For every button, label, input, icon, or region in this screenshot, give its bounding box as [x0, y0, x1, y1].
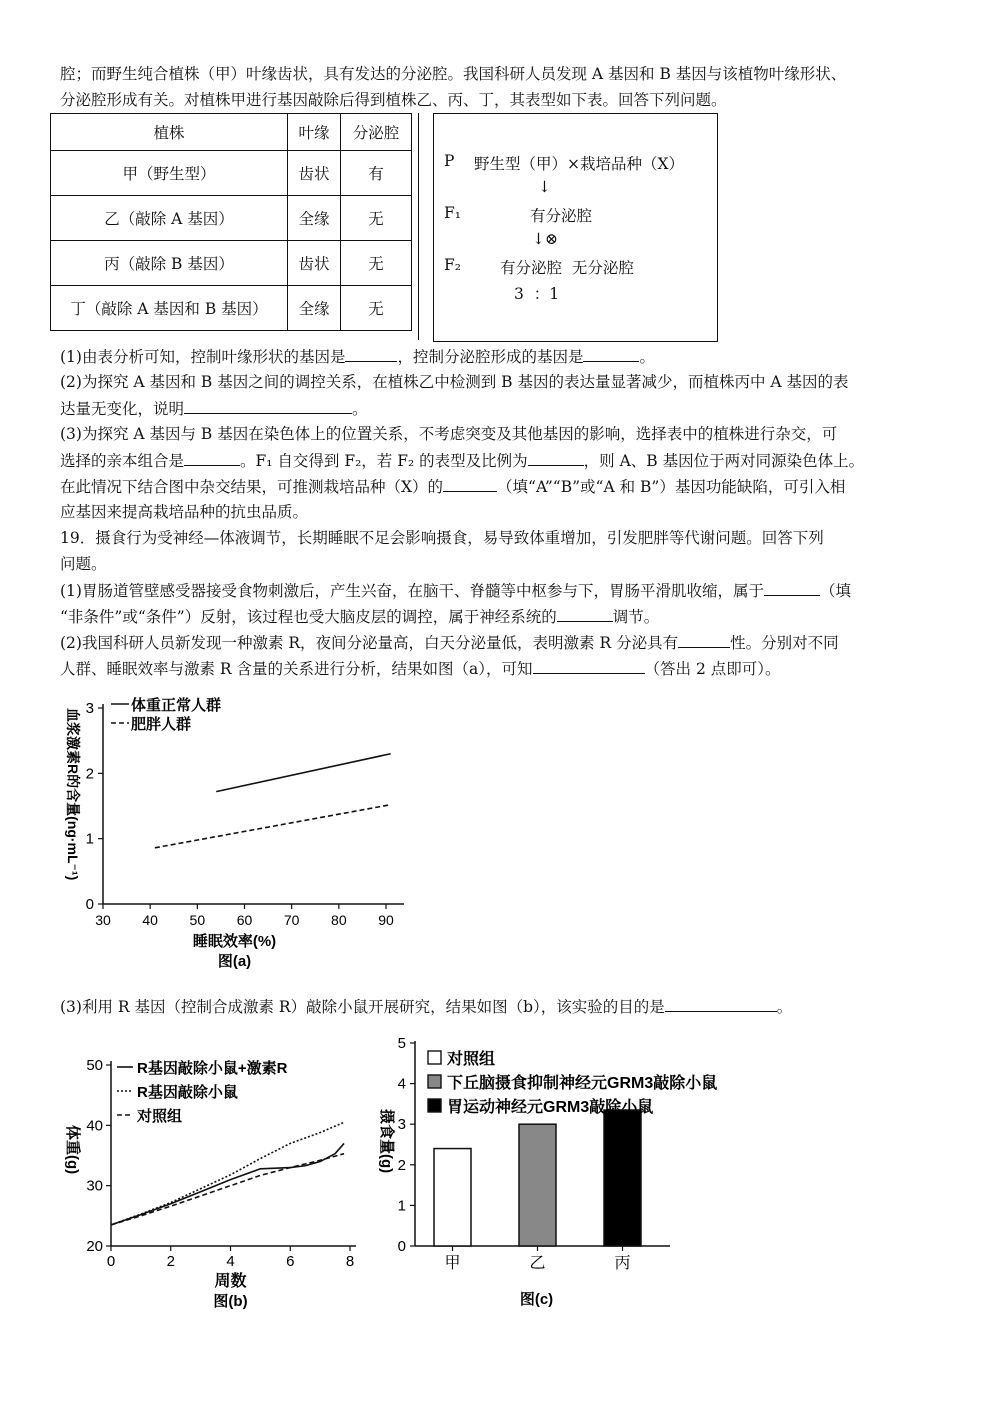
q-text: 性。分别对不同 — [730, 634, 839, 652]
x-tick-label: 2 — [166, 1253, 175, 1270]
legend-label: 对照组 — [447, 1051, 496, 1068]
x-tick-label: 4 — [226, 1253, 235, 1270]
y-tick-label: 2 — [397, 1156, 406, 1174]
q18-part1 — [60, 346, 655, 367]
x-tick-label: 6 — [286, 1253, 295, 1270]
table-cell: 无 — [341, 286, 412, 331]
q-text: 选择的亲本组合是 — [60, 452, 185, 470]
table-cell: 甲（野生型） — [51, 151, 288, 196]
x-tick-label: 40 — [142, 912, 158, 928]
q-text: 调节。 — [612, 608, 660, 626]
q18-part2-line1: (2)为探究 A 基因和 B 基因之间的调控关系，在植株乙中检测到 B 基因的表达量显著减少，而植株丙中 A 基因的表 — [60, 373, 849, 391]
x-tick-label: 50 — [189, 912, 206, 928]
y-tick-label: 4 — [397, 1075, 406, 1093]
cross-diagram — [433, 113, 718, 342]
f2-text: 有分泌腔 无分泌腔 — [500, 259, 634, 277]
x-tick-label: 30 — [95, 912, 111, 928]
q-text: （填“A”“B”或“A 和 B”）基因功能缺陷，可引入相 — [497, 478, 846, 496]
q19-line2: 问题。 — [60, 555, 107, 573]
chart-b — [56, 1030, 386, 1320]
x-tick-label: 90 — [378, 912, 394, 928]
table-header: 分泌腔 — [341, 114, 412, 151]
q19-part3 — [60, 996, 792, 1017]
legend-label: 体重正常人群 — [131, 697, 222, 714]
table-cell: 无 — [341, 241, 412, 286]
y-tick-label: 1 — [397, 1197, 406, 1215]
table-cell: 齿状 — [288, 151, 341, 196]
chart-a — [56, 690, 476, 990]
series-line — [155, 805, 391, 848]
x-tick-label: 80 — [331, 912, 347, 928]
q18-part3-line2 — [60, 450, 864, 471]
chart-c — [370, 1030, 790, 1320]
q-text: (1)由表分析可知，控制叶缘形状的基因是 — [60, 348, 346, 366]
table-cell: 无 — [341, 196, 412, 241]
y-axis-label: 体重(g) — [64, 1125, 81, 1175]
bar — [604, 1110, 641, 1246]
legend-swatch — [428, 1075, 441, 1088]
answer-blank[interactable] — [443, 476, 497, 492]
series-line — [216, 754, 391, 792]
chart-caption: 图(a) — [217, 953, 252, 970]
legend-label: 对照组 — [137, 1108, 183, 1125]
x-tick-label: 8 — [345, 1253, 355, 1270]
q-text: “非条件”或“条件”）反射，该过程也受大脑皮层的调控，属于神经系统的 — [60, 608, 557, 626]
legend-label: 肥胖人群 — [131, 716, 192, 733]
q-text: (1)胃肠道管壁感受器接受食物刺激后，产生兴奋，在脑干、脊髓等中枢参与下，胃肠平滑肌收缩，属于 — [60, 582, 764, 600]
q18-part3-line1: (3)为探究 A 基因与 B 基因在染色体上的位置关系，不考虑突变及其他基因的影响，选择表中的植株进行杂交，可 — [60, 425, 838, 443]
table-cell: 乙（敲除 A 基因） — [51, 196, 288, 241]
q-text: (3)利用 R 基因（控制合成激素 R）敲除小鼠开展研究，结果如图（b），该实验的目的是 — [60, 998, 665, 1016]
y-axis-label: 血浆激素R的含量(ng·mL⁻¹) — [65, 708, 81, 881]
x-axis-label: 睡眠效率(%) — [192, 933, 277, 950]
q-text: 。F₁ 自交得到 F₂，若 F₂ 的表型及比例为 — [240, 452, 528, 470]
y-tick-label: 20 — [86, 1238, 103, 1255]
q19-part1-line1 — [60, 580, 851, 601]
table-header: 叶缘 — [288, 114, 341, 151]
legend-label: 下丘脑摄食抑制神经元GRM3敲除小鼠 — [447, 1075, 718, 1092]
table-row — [51, 196, 412, 241]
q-text: ，控制分泌腔形成的基因是 — [397, 348, 584, 366]
f1-label: F₁ — [444, 204, 461, 222]
p-label: P — [444, 152, 455, 170]
answer-blank[interactable] — [583, 346, 639, 362]
legend-label: R基因敲除小鼠+激素R — [137, 1060, 288, 1077]
legend-swatch — [428, 1099, 441, 1112]
x-axis-label: 周数 — [214, 1273, 247, 1290]
chart-caption: 图(b) — [213, 1293, 248, 1310]
q19-part2-line2 — [60, 658, 781, 679]
q-text: ，则 A、B 基因位于两对同源染色体上。 — [583, 452, 865, 470]
answer-blank[interactable] — [557, 606, 613, 622]
q-text: 在此情况下结合图中杂交结果，可推测栽培品种（X）的 — [60, 478, 444, 496]
q-text: 达量无变化，说明 — [60, 400, 185, 418]
p-text: 野生型（甲）×栽培品种（X） — [474, 155, 685, 173]
table-row — [51, 151, 412, 196]
legend-label: R基因敲除小鼠 — [137, 1084, 238, 1101]
phenotype-table — [50, 113, 412, 331]
q-text: 。 — [352, 400, 368, 418]
answer-blank[interactable] — [678, 632, 730, 648]
table-cell: 丁（敲除 A 基因和 B 基因） — [51, 286, 288, 331]
x-tick-label: 乙 — [529, 1255, 546, 1272]
bar — [434, 1149, 471, 1246]
self-cross-icon: ↓⊗ — [532, 230, 558, 248]
f2-ratio: 3 ：1 — [514, 285, 560, 303]
x-tick-label: 60 — [236, 912, 253, 928]
y-tick-label: 30 — [86, 1177, 103, 1195]
x-tick-label: 70 — [283, 912, 300, 928]
q18-part2-line2 — [60, 398, 368, 419]
y-tick-label: 50 — [86, 1057, 103, 1074]
q-text: 人群、睡眠效率与激素 R 含量的关系进行分析，结果如图（a），可知 — [60, 660, 533, 678]
table-divider — [418, 113, 434, 340]
table-header-row — [51, 114, 412, 151]
y-tick-label: 0 — [85, 896, 94, 913]
q-text: 。 — [639, 348, 655, 366]
x-tick-label: 0 — [106, 1253, 116, 1270]
answer-blank[interactable] — [533, 658, 645, 674]
y-tick-label: 1 — [85, 830, 94, 848]
table-header: 植株 — [51, 114, 288, 151]
table-cell: 齿状 — [288, 241, 341, 286]
q19-line1: 19．摄食行为受神经—体液调节，长期睡眠不足会影响摄食，易导致体重增加，引发肥胖等代谢问题。回答下列 — [60, 529, 824, 547]
y-axis-label: 摄食量(g) — [378, 1109, 395, 1174]
answer-blank[interactable] — [184, 398, 352, 414]
arrow-down-icon: ↓ — [538, 178, 551, 196]
intro-line-1: 腔；而野生纯合植株（甲）叶缘齿状，具有发达的分泌腔。我国科研人员发现 A 基因和 B 基因与该植物叶缘形状、 — [60, 65, 847, 83]
answer-blank[interactable] — [184, 450, 240, 466]
table-cell: 有 — [341, 151, 412, 196]
legend-label: 胃运动神经元GRM3敲除小鼠 — [447, 1099, 654, 1116]
answer-blank[interactable] — [528, 450, 584, 466]
intro-line-2: 分泌腔形成有关。对植株甲进行基因敲除后得到植株乙、丙、丁，其表型如下表。回答下列问题。 — [60, 91, 727, 109]
legend-swatch — [428, 1051, 441, 1064]
table-row — [51, 241, 412, 286]
q-text: （填 — [819, 582, 851, 600]
answer-blank[interactable] — [345, 346, 397, 362]
q-text: (2)我国科研人员新发现一种激素 R，夜间分泌量高，白天分泌量低，表明激素 R 分泌具有 — [60, 634, 679, 652]
f1-text: 有分泌腔 — [530, 207, 593, 225]
f2-label: F₂ — [444, 256, 461, 274]
chart-caption: 图(c) — [519, 1291, 554, 1308]
q18-part3-line4: 应基因来提高栽培品种的抗虫品质。 — [60, 503, 309, 521]
q19-part2-line1 — [60, 632, 839, 653]
answer-blank[interactable] — [665, 996, 777, 1012]
y-tick-label: 3 — [397, 1116, 406, 1134]
table-cell: 全缘 — [288, 286, 341, 331]
bar — [519, 1124, 556, 1246]
y-tick-label: 2 — [85, 765, 94, 783]
x-tick-label: 丙 — [614, 1255, 631, 1272]
q-text: 。 — [776, 998, 793, 1016]
q18-part3-line3 — [60, 476, 845, 497]
y-tick-label: 0 — [397, 1238, 406, 1255]
y-tick-label: 40 — [86, 1117, 103, 1135]
series-line — [111, 1122, 344, 1225]
table-cell: 全缘 — [288, 196, 341, 241]
q19-part1-line2 — [60, 606, 659, 627]
table-row — [51, 286, 412, 331]
y-tick-label: 3 — [85, 700, 94, 717]
x-tick-label: 甲 — [444, 1255, 461, 1272]
q-text: （答出 2 点即可）。 — [644, 660, 781, 678]
table-cell: 丙（敲除 B 基因） — [51, 241, 288, 286]
y-tick-label: 5 — [397, 1035, 406, 1052]
answer-blank[interactable] — [764, 580, 820, 596]
